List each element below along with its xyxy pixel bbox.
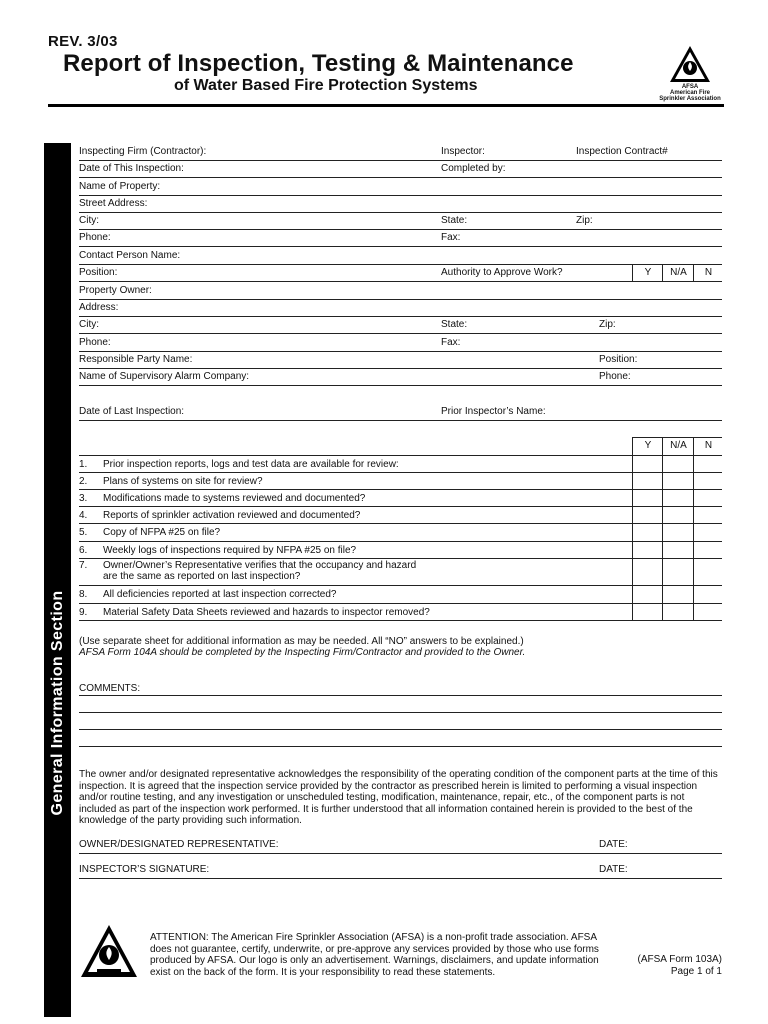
sidebar-label: General Information Section: [48, 590, 66, 816]
alarm-phone-label: Phone:: [599, 371, 631, 382]
answer-yes-box[interactable]: [632, 559, 663, 585]
row-address[interactable]: [79, 299, 722, 317]
last-inspection-label: Date of Last Inspection:: [79, 406, 185, 417]
acknowledgement-paragraph: The owner and/or designated representative acknowledges the responsibility of the operating condition of the component parts at the time of this inspection. It is agreed that the inspection service provided by the contractor as prescribed herein is limited to performing a visual inspection and/or routine testing, and any investigation or unscheduled testing, modification, maintenance, repair, etc., of the component parts is not included as part of the inspection work performed. It is further understood that all information contained herein is provided to the best of the knowledge of the party providing such information.: [79, 769, 718, 826]
row-contact-person[interactable]: [79, 247, 722, 265]
row-supervisory-alarm[interactable]: [79, 368, 722, 386]
afsa-footer-logo: [79, 923, 139, 984]
section-sidebar: [44, 143, 71, 1017]
answer-no-box[interactable]: [693, 490, 723, 506]
question-row[interactable]: [79, 604, 722, 621]
header-rule: [48, 104, 724, 107]
responsible-position-label: Position:: [599, 354, 638, 365]
position-label: Position:: [79, 267, 118, 278]
answer-no-box[interactable]: [693, 604, 723, 620]
answer-no-box[interactable]: [693, 586, 723, 603]
owner-fax-label: Fax:: [441, 337, 461, 348]
row-street-address[interactable]: [79, 195, 722, 213]
attention-disclaimer: ATTENTION: The American Fire Sprinkler Association (AFSA) is a non-profit trade association. AFSA does not guarantee, certify, underwrite, or pre-approve any services provided by those who use forms produced by AFSA. Our logo is only an advertisement. Warnings, disclaimers, and update information exist on the back of the form. It is your responsibility to read these statements.: [150, 932, 599, 978]
state-label: State:: [441, 215, 468, 226]
question-number: 6.: [79, 545, 88, 556]
triangle-flame-icon: [668, 44, 712, 84]
owner-signature-label: OWNER/DESIGNATED REPRESENTATIVE:: [79, 839, 279, 850]
question-row[interactable]: [79, 456, 722, 473]
answer-yes-box[interactable]: [632, 524, 663, 541]
answer-yes-box[interactable]: [632, 542, 663, 558]
address-label: Address:: [79, 302, 119, 313]
answer-na-box[interactable]: [662, 586, 694, 603]
question-number: 4.: [79, 510, 88, 521]
inspector-signature-row[interactable]: [79, 861, 722, 879]
col-no-header: N: [693, 437, 723, 455]
revision-label: REV. 3/03: [48, 33, 118, 50]
question-row[interactable]: [79, 542, 722, 559]
question-text: Plans of systems on site for review?: [103, 476, 263, 487]
logo-name-line1: American Fire: [669, 90, 711, 96]
question-row[interactable]: [79, 586, 722, 604]
row-city-state-zip[interactable]: [79, 212, 722, 230]
afsa-logo: [652, 44, 728, 102]
property-name-label: Name of Property:: [79, 181, 161, 192]
row-owner-phone-fax[interactable]: [79, 334, 722, 352]
row-property-name[interactable]: [79, 178, 722, 196]
logo-name-line2: Sprinkler Association: [659, 96, 721, 102]
answer-yes-box[interactable]: [632, 604, 663, 620]
inspector-signature-label: INSPECTOR’S SIGNATURE:: [79, 864, 210, 875]
city-label: City:: [79, 215, 99, 226]
inspector-date-label: DATE:: [599, 864, 628, 875]
question-text-continued: are the same as reported on last inspection?: [103, 571, 301, 582]
answer-na-box[interactable]: [662, 473, 694, 489]
row-owner-city-state-zip[interactable]: [79, 316, 722, 334]
row-responsible-party[interactable]: [79, 351, 722, 369]
question-row[interactable]: [79, 473, 722, 490]
row-phone-fax[interactable]: [79, 229, 722, 247]
comments-label: COMMENTS:: [79, 683, 141, 694]
row-last-inspection[interactable]: [79, 403, 722, 421]
answer-na-box[interactable]: [662, 542, 694, 558]
inspection-contract-label: Inspection Contract#: [576, 146, 668, 157]
answer-no-box[interactable]: [693, 456, 723, 472]
date-of-inspection-label: Date of This Inspection:: [79, 163, 184, 174]
owner-zip-label: Zip:: [599, 319, 616, 330]
question-text: All deficiencies reported at last inspection corrected?: [103, 589, 337, 600]
question-table-header: [79, 437, 722, 456]
col-na-header: N/A: [662, 437, 694, 455]
authority-yes-box[interactable]: Y: [632, 264, 663, 281]
col-yes-header: Y: [632, 437, 663, 455]
comment-line[interactable]: [79, 729, 722, 730]
comment-line[interactable]: [79, 712, 722, 713]
question-text: Modifications made to systems reviewed and documented?: [103, 493, 366, 504]
answer-no-box[interactable]: [693, 473, 723, 489]
form-title: Report of Inspection, Testing & Maintenance: [63, 50, 574, 77]
contact-person-label: Contact Person Name:: [79, 250, 181, 261]
prior-inspector-label: Prior Inspector’s Name:: [441, 406, 546, 417]
question-text: Weekly logs of inspections required by NFPA #25 on file?: [103, 545, 357, 556]
question-number: 7.: [79, 560, 88, 571]
answer-yes-box[interactable]: [632, 586, 663, 603]
responsible-party-label: Responsible Party Name:: [79, 354, 193, 365]
question-text: Material Safety Data Sheets reviewed and hazards to inspector removed?: [103, 607, 430, 618]
answer-no-box[interactable]: [693, 542, 723, 558]
owner-state-label: State:: [441, 319, 468, 330]
owner-date-label: DATE:: [599, 839, 628, 850]
answer-yes-box[interactable]: [632, 456, 663, 472]
question-text: Reports of sprinkler activation reviewed and documented?: [103, 510, 361, 521]
fax-label: Fax:: [441, 232, 461, 243]
authority-box-top: [632, 264, 722, 265]
question-number: 3.: [79, 493, 88, 504]
answer-na-box[interactable]: [662, 524, 694, 541]
supervisory-alarm-label: Name of Supervisory Alarm Company:: [79, 371, 250, 382]
answer-na-box[interactable]: [662, 604, 694, 620]
authority-label: Authority to Approve Work?: [441, 267, 563, 278]
authority-no-box[interactable]: N: [693, 264, 723, 281]
answer-na-box[interactable]: [662, 456, 694, 472]
separate-sheet-note: (Use separate sheet for additional information as may be needed. All “NO” answers to be explained.): [79, 636, 524, 647]
answer-no-box[interactable]: [693, 507, 723, 523]
row-property-owner[interactable]: [79, 282, 722, 300]
form-subtitle: of Water Based Fire Protection Systems: [174, 77, 478, 94]
owner-city-label: City:: [79, 319, 99, 330]
inspector-label: Inspector:: [441, 146, 485, 157]
answer-na-box[interactable]: [662, 507, 694, 523]
question-number: 5.: [79, 527, 88, 538]
question-number: 1.: [79, 459, 88, 470]
authority-na-box[interactable]: N/A: [662, 264, 694, 281]
answer-yes-box[interactable]: [632, 507, 663, 523]
street-address-label: Street Address:: [79, 198, 148, 209]
question-text: Owner/Owner’s Representative verifies that the occupancy and hazard: [103, 560, 417, 571]
question-row[interactable]: [79, 507, 722, 524]
answer-na-box[interactable]: [662, 490, 694, 506]
completed-by-label: Completed by:: [441, 163, 506, 174]
triangle-flame-icon: [79, 923, 139, 979]
zip-label: Zip:: [576, 215, 593, 226]
form-number: [638, 954, 722, 977]
question-text: Copy of NFPA #25 on file?: [103, 527, 221, 538]
inspecting-firm-label: Inspecting Firm (Contractor):: [79, 146, 207, 157]
answer-yes-box[interactable]: [632, 490, 663, 506]
comment-line[interactable]: [79, 746, 722, 747]
phone-label: Phone:: [79, 232, 111, 243]
answer-yes-box[interactable]: [632, 473, 663, 489]
answer-no-box[interactable]: [693, 559, 723, 585]
question-number: 9.: [79, 607, 88, 618]
question-text: Prior inspection reports, logs and test data are available for review:: [103, 459, 399, 470]
form-104a-note: AFSA Form 104A should be completed by the Inspecting Firm/Contractor and provided to the Owner.: [79, 647, 526, 658]
answer-na-box[interactable]: [662, 559, 694, 585]
row-date-of-inspection[interactable]: [79, 160, 722, 178]
answer-no-box[interactable]: [693, 524, 723, 541]
page-number: Page 1 of 1: [670, 965, 722, 977]
row-inspecting-firm[interactable]: [79, 143, 722, 161]
property-owner-label: Property Owner:: [79, 285, 152, 296]
question-number: 8.: [79, 589, 88, 600]
question-number: 2.: [79, 476, 88, 487]
row-position-authority[interactable]: [79, 264, 722, 282]
question-row[interactable]: [79, 524, 722, 542]
form-number-text: (AFSA Form 103A): [637, 954, 722, 965]
question-row[interactable]: [79, 559, 722, 586]
owner-phone-label: Phone:: [79, 337, 111, 348]
comment-line[interactable]: [79, 695, 722, 696]
owner-signature-row[interactable]: [79, 836, 722, 854]
logo-abbrev: AFSA: [681, 84, 699, 90]
question-row[interactable]: [79, 490, 722, 507]
